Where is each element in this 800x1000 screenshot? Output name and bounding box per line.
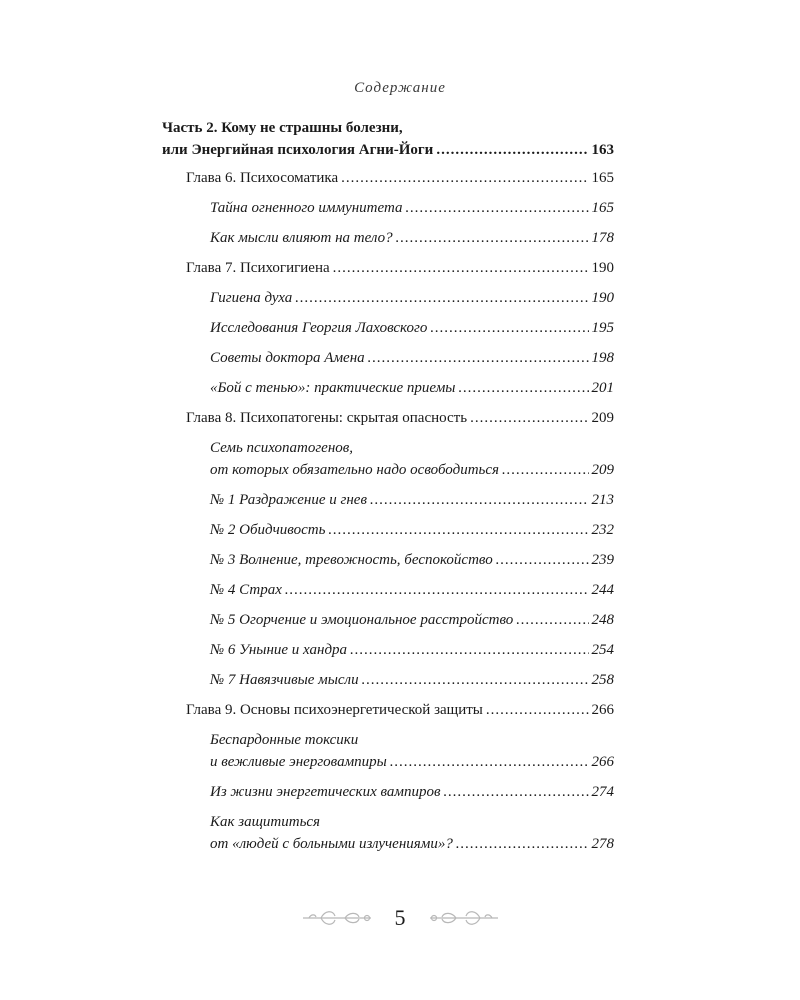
page-number: 213 xyxy=(591,492,614,508)
part-title-line2 xyxy=(162,139,614,161)
toc-entry-title: Советы доктора Амена xyxy=(210,350,365,366)
dot-leader xyxy=(368,347,589,369)
page-number: 254 xyxy=(591,642,614,658)
dot-leader xyxy=(341,167,588,189)
toc-entry-title: Глава 7. Психогигиена xyxy=(186,260,330,276)
toc-section xyxy=(210,287,614,317)
toc-row xyxy=(186,407,614,429)
table-of-contents xyxy=(162,117,614,863)
toc-chapter xyxy=(186,407,614,437)
part-title-label: или Энергийная психология Агни-Йоги xyxy=(162,142,434,158)
toc-row xyxy=(186,257,614,279)
toc-row xyxy=(210,459,614,481)
toc-row xyxy=(210,579,614,601)
dot-leader xyxy=(458,377,588,399)
dot-leader xyxy=(370,489,589,511)
dot-leader xyxy=(470,407,588,429)
toc-section xyxy=(210,729,614,773)
toc-entry-title: № 1 Раздражение и гнев xyxy=(210,492,367,508)
dot-leader xyxy=(496,549,589,571)
dot-leader xyxy=(350,639,588,661)
page-header: Содержание xyxy=(354,80,446,96)
dot-leader xyxy=(443,781,588,803)
dot-leader xyxy=(516,609,588,631)
toc-entry-title: Глава 9. Основы психоэнергетической защиты xyxy=(186,702,483,718)
part-title-line1: Часть 2. Кому не страшны болезни, xyxy=(162,120,403,136)
page-number: 209 xyxy=(591,410,614,426)
page-number: 201 xyxy=(591,380,614,396)
toc-section-title-line1: Семь психопатогенов, xyxy=(210,440,354,456)
toc-section xyxy=(210,377,614,407)
toc-section xyxy=(210,669,614,699)
dot-leader xyxy=(333,257,589,279)
toc-section xyxy=(210,639,614,669)
page-number: 195 xyxy=(591,320,614,336)
page-number: 266 xyxy=(591,754,614,770)
toc-entry-title: № 7 Навязчивые мысли xyxy=(210,672,359,688)
toc-entry-title: № 4 Страх xyxy=(210,582,282,598)
toc-entry-title: Глава 6. Психосоматика xyxy=(186,170,339,186)
page-number: 198 xyxy=(591,350,614,366)
toc-section xyxy=(210,489,614,519)
toc-chapter xyxy=(186,699,614,729)
page-number: 274 xyxy=(591,784,614,800)
toc-entry-title: № 5 Огорчение и эмоциональное расстройство xyxy=(210,612,514,628)
toc-row xyxy=(210,781,614,803)
toc-section xyxy=(210,519,614,549)
page-number: 266 xyxy=(591,702,614,718)
page-number: 232 xyxy=(591,522,614,538)
toc-section xyxy=(210,197,614,227)
toc-row xyxy=(210,519,614,541)
toc-row xyxy=(210,489,614,511)
toc-row xyxy=(210,347,614,369)
dot-leader xyxy=(295,287,588,309)
toc-entry-title: Глава 8. Психопатогены: скрытая опасность xyxy=(186,410,468,426)
toc-row xyxy=(186,699,614,721)
page-number: 258 xyxy=(591,672,614,688)
floral-ornament-icon xyxy=(428,906,500,930)
toc-entry-title: № 3 Волнение, тревожность, беспокойство xyxy=(210,552,493,568)
toc-row xyxy=(210,317,614,339)
page-number: 190 xyxy=(591,290,614,306)
toc-entry-title: Тайна огненного иммунитета xyxy=(210,200,403,216)
toc-row xyxy=(210,751,614,773)
toc-entry-title: «Бой с тенью»: практические приемы xyxy=(210,380,456,396)
page-number: 178 xyxy=(591,230,614,246)
toc-chapter xyxy=(186,167,614,197)
toc-entry-title: Гигиена духа xyxy=(210,290,293,306)
dot-leader xyxy=(285,579,589,601)
toc-entries xyxy=(162,167,614,855)
toc-row xyxy=(210,833,614,855)
dot-leader xyxy=(396,227,589,249)
toc-row xyxy=(210,669,614,691)
toc-entry-title: от «людей с больными излучениями»? xyxy=(210,836,453,852)
dot-leader xyxy=(486,699,589,721)
toc-section xyxy=(210,781,614,811)
toc-entry-title: № 2 Обидчивость xyxy=(210,522,326,538)
page-number: 163 xyxy=(591,142,614,158)
dot-leader xyxy=(430,317,588,339)
toc-row xyxy=(210,197,614,219)
toc-row xyxy=(210,549,614,571)
toc-row xyxy=(210,227,614,249)
toc-section xyxy=(210,347,614,377)
toc-section xyxy=(210,811,614,855)
dot-leader xyxy=(362,669,589,691)
page-number: 209 xyxy=(591,462,614,478)
page-number: 244 xyxy=(591,582,614,598)
toc-section xyxy=(210,609,614,639)
toc-chapter xyxy=(186,257,614,287)
toc-section xyxy=(210,437,614,481)
page-number: 239 xyxy=(591,552,614,568)
toc-entry-title: № 6 Уныние и хандра xyxy=(210,642,348,658)
toc-entry-title: Исследования Георгия Лаховского xyxy=(210,320,428,336)
toc-section-title-line1: Беспардонные токсики xyxy=(210,732,359,748)
floral-ornament-icon xyxy=(301,906,373,930)
toc-entry-title: Из жизни энергетических вампиров xyxy=(210,784,441,800)
toc-entry-title: Как мысли влияют на тело? xyxy=(210,230,393,246)
page-number: 190 xyxy=(591,260,614,276)
page-number: 165 xyxy=(591,200,614,216)
toc-section xyxy=(210,579,614,609)
page-footer xyxy=(0,905,800,931)
dot-leader xyxy=(502,459,589,481)
page-number: 278 xyxy=(591,836,614,852)
toc-row xyxy=(210,609,614,631)
dot-leader xyxy=(436,139,588,161)
toc-row xyxy=(210,287,614,309)
page-number: 248 xyxy=(591,612,614,628)
part-heading xyxy=(162,117,614,161)
toc-section xyxy=(210,227,614,257)
page-number-footer: 5 xyxy=(394,905,406,930)
toc-entry-title: и вежливые энерговампиры xyxy=(210,754,387,770)
page-number: 165 xyxy=(591,170,614,186)
dot-leader xyxy=(328,519,588,541)
toc-row xyxy=(210,639,614,661)
toc-section xyxy=(210,549,614,579)
dot-leader xyxy=(390,751,589,773)
toc-section xyxy=(210,317,614,347)
toc-section-title-line1: Как защититься xyxy=(210,814,321,830)
toc-row xyxy=(186,167,614,189)
dot-leader xyxy=(405,197,588,219)
dot-leader xyxy=(456,833,589,855)
toc-entry-title: от которых обязательно надо освободиться xyxy=(210,462,499,478)
toc-row xyxy=(210,377,614,399)
